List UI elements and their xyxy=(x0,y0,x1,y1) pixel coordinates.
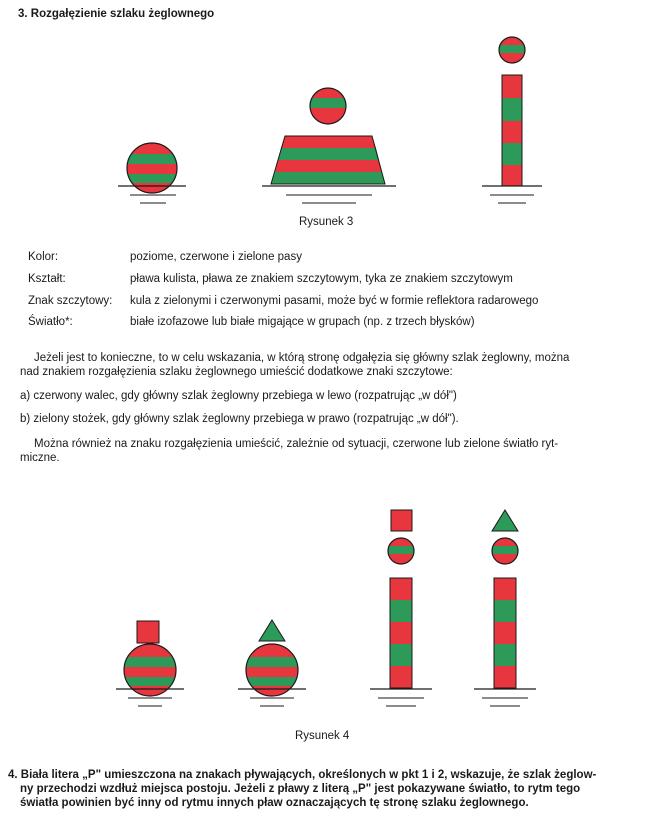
spar-buoy-red-cylinder xyxy=(370,510,432,706)
prop-value-shape: pława kulista, pława ze znakiem szczytowym, tyka ze znakiem szczytowym xyxy=(130,273,513,285)
prop-value-topmark: kula z zielonymi i czerwonymi pasami, może być w formie reflektora radarowego xyxy=(130,295,539,307)
prop-label-light: Światło*: xyxy=(28,316,73,328)
list-item-b: b) zielony stożek, gdy główny szlak żeglowny przebiega w prawo (rozpatrując „w dół"). xyxy=(20,413,459,425)
list-item-a: a) czerwony walec, gdy główny szlak żeglowny przebiega w lewo (rozpatrując „w dół") xyxy=(20,390,457,402)
spherical-buoy-green-cone xyxy=(238,620,306,706)
prop-label-color: Kolor: xyxy=(28,251,59,263)
section-4-line-3: światła powinien być inny od rytmu innych pław oznaczających tę stronę szlaku żeglownego. xyxy=(20,797,529,809)
buoy-with-topmark xyxy=(262,88,396,203)
paragraph-1-line-1: Jeżeli jest to konieczne, to w celu wskazania, w którą stronę odgałęzia się główny szlak żeglowny, można xyxy=(34,352,570,364)
prop-label-topmark: Znak szczytowy: xyxy=(28,295,113,307)
section-4-line-2: ny przechodzi wzdłuż miejsca postoju. Jeżeli z pławy z literą „P" jest pokazywane światło, to rytm tego xyxy=(20,783,581,795)
paragraph-2-line-1: Można również na znaku rozgałęzienia umieścić, zależnie od sytuacji, czerwone lub zielone światło ryt- xyxy=(34,438,559,450)
paragraph-2-line-2: miczne. xyxy=(20,452,60,464)
figure-3-caption: Rysunek 3 xyxy=(299,216,354,228)
spar-buoy-with-topmark xyxy=(482,37,542,203)
spherical-buoy xyxy=(118,141,186,203)
prop-value-color: poziome, czerwone i zielone pasy xyxy=(130,251,302,263)
section-4-line-1: 4. Biała litera „P" umieszczona na znakach pływających, określonych w pkt 1 i 2, wskazuje, że szlak żeglow- xyxy=(8,769,597,781)
prop-label-shape: Kształt: xyxy=(28,273,66,285)
figure-4-caption: Rysunek 4 xyxy=(295,730,350,742)
section-title: 3. Rozgałęzienie szlaku żeglownego xyxy=(18,8,215,20)
paragraph-1-line-2: nad znakiem rozgałęzienia szlaku żeglownego umieścić dodatkowe znaki szczytowe: xyxy=(20,366,453,378)
spherical-buoy-red-cylinder xyxy=(116,621,184,706)
prop-value-light: białe izofazowe lub białe migające w grupach (np. z trzech błysków) xyxy=(130,316,475,328)
spar-buoy-green-cone xyxy=(474,510,536,706)
